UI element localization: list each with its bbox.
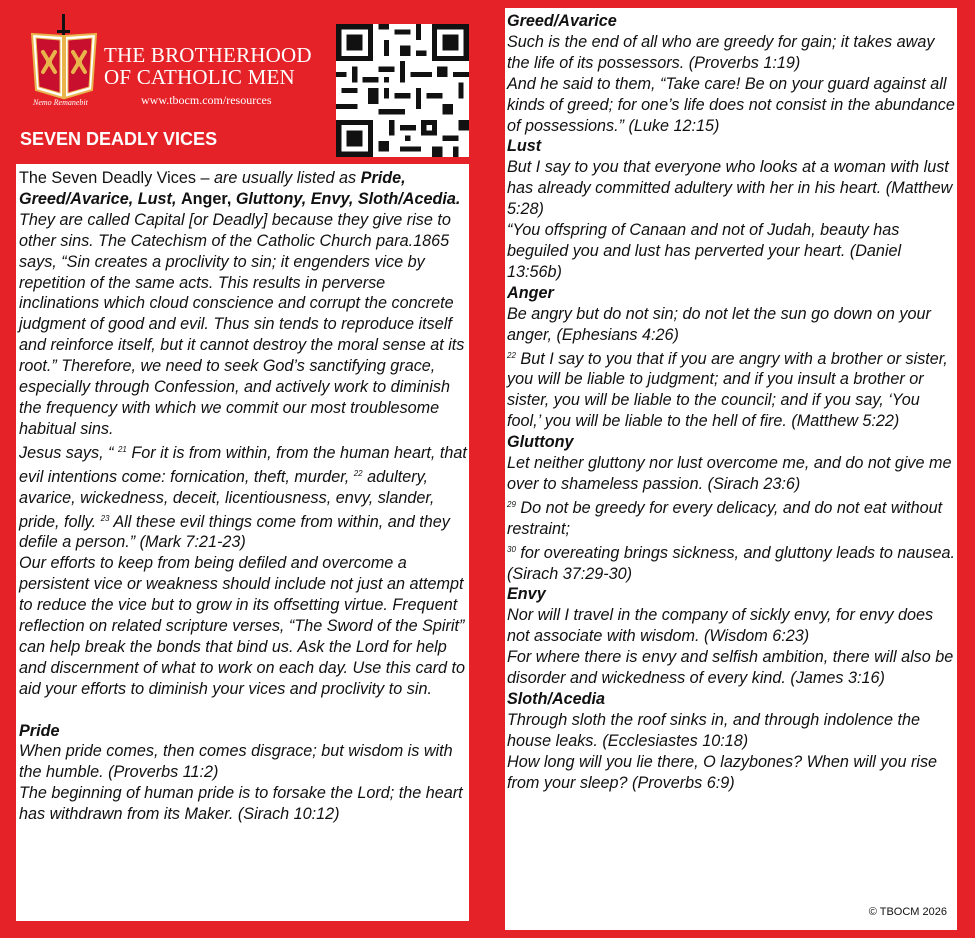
copyright-notice: © TBOCM 2026 xyxy=(868,906,947,919)
qr-code[interactable] xyxy=(336,24,469,157)
vices-panel xyxy=(505,8,957,930)
envy-verse-2: For where there is envy and selfish ambition, there will also be disorder and wickedness of every kind. (James 3:16) xyxy=(507,648,954,688)
envy-verse-1: Nor will I travel in the company of sickly envy, for envy does not associate with wisdom. (Wisdom 6:23) xyxy=(507,606,934,646)
logo-motto: Nemo Remanebit xyxy=(33,98,88,107)
gluttony-verse-2-text: Do not be greedy for every delicacy, and do not eat without restraint; xyxy=(507,498,943,538)
anger-verse-2 xyxy=(507,346,957,433)
intro-listed: are usually listed as xyxy=(213,169,361,187)
verse-number: 23 xyxy=(100,513,110,523)
intro-panel xyxy=(16,164,469,921)
pride-verse-1: When pride comes, then comes disgrace; but wisdom is with the humble. (Proverbs 11:2) xyxy=(19,742,453,782)
pride-heading: Pride xyxy=(19,721,60,740)
brand-line-2: OF CATHOLIC MEN xyxy=(104,65,295,89)
vice-list-a: Pride, Greed/Avarice, Lust, xyxy=(19,169,406,208)
sloth-verse-2: How long will you lie there, O lazybones? When will you rise from your sleep? (Proverbs 6:9) xyxy=(507,752,938,792)
mark-quote-a: Jesus says, “ xyxy=(19,443,118,462)
lust-verse-2: “You offspring of Canaan and not of Judah, beauty has beguiled you and lust has perverted your heart. (Daniel 13:56b) xyxy=(507,221,902,281)
spacer xyxy=(19,700,469,721)
gluttony-verse-3-text: for overeating brings sickness, and gluttony leads to nausea. (Sirach 37:29-30) xyxy=(507,543,956,583)
pride-verse-2: The beginning of human pride is to forsake the Lord; the heart has withdrawn from its Maker. (Sirach 10:12) xyxy=(19,784,463,824)
gluttony-heading: Gluttony xyxy=(507,433,574,452)
anger-verse-1: Be angry but do not sin; do not let the sun go down on your anger, (Ephesians 4:26) xyxy=(507,304,931,344)
gluttony-verse-1: Let neither gluttony nor lust overcome me, and do not give me over to shameless passion. (Sirach 23:6) xyxy=(507,454,952,493)
mark-quote-d: All these evil things come from within, and they defile a person.” (Mark 7:21-23) xyxy=(19,512,450,552)
greed-heading: Greed/Avarice xyxy=(507,12,617,30)
greed-verse-2: And he said to them, “Take care! Be on your guard against all kinds of greed; for one’s life does not consist in the abundance of possessions.” (Luke 12:15) xyxy=(507,74,955,135)
sloth-verse-1: Through sloth the roof sinks in, and through indolence the house leaks. (Ecclesiastes 10:18) xyxy=(507,710,921,750)
anger-verse-2-text: But I say to you that if you are angry with a brother or sister, you will be liable to judgment; and if you insult a brother or sister, you will be liable to the council; and if you say, ‘You fool,’ you will be liable to the hell of fire. (Matthew 5:22) xyxy=(507,349,948,431)
efforts-paragraph: Our efforts to keep from being defiled and overcome a persistent vice or weakness should include not just an attempt to reduce the vice but to grow in its offsetting virtue. Frequent reflection on related scripture verses, “The Sword of the Spirit” can help break the bonds that bind us. Ask the Lord for help and discernment of what to work on each day. Use this card to aid your efforts to diminish your vices and proclivity to sin. xyxy=(19,554,465,698)
verse-number: 21 xyxy=(117,444,127,454)
resources-url[interactable]: www.tbocm.com/resources xyxy=(141,93,272,107)
vice-list-b: Gluttony, Envy, Sloth/Acedia. xyxy=(235,189,461,208)
intro-lead: The Seven Deadly Vices – xyxy=(19,169,214,187)
intro-paragraph xyxy=(19,168,469,440)
verse-number: 22 xyxy=(507,350,516,360)
gluttony-verse-3 xyxy=(507,540,957,585)
envy-heading: Envy xyxy=(507,585,546,604)
vice-list-anger: Anger, xyxy=(180,189,236,208)
verse-number: 29 xyxy=(507,499,516,509)
intro-catechism: They are called Capital [or Deadly] because they give rise to other sins. The Catechism of the Catholic Church para.1865 says, “Sin creates a proclivity to sin; it engenders vice by repetition of the same acts. This results in perverse inclinations which cloud conscience and corrupt the concrete judgment of good and evil. Thus sin tends to reproduce itself and reinforce itself, but it cannot destroy the moral sense at its root.” Therefore, we need to seek God’s sanctifying grace, especially through Confession, and actively work to diminish the frequency with which we commit our most troublesome habitual sins. xyxy=(19,210,465,438)
brand-name xyxy=(104,44,312,88)
lust-heading: Lust xyxy=(507,137,542,156)
mark-quote xyxy=(19,440,469,554)
page-title: SEVEN DEADLY VICES xyxy=(20,129,218,149)
brotherhood-shield-logo xyxy=(26,14,104,106)
mark-quote-b: For it is from within, from the human heart, that evil intentions come: fornication, theft, murder, xyxy=(19,443,467,486)
anger-heading: Anger xyxy=(507,283,554,302)
verse-number: 30 xyxy=(507,544,516,554)
verse-number: 22 xyxy=(353,468,363,478)
gluttony-verse-2 xyxy=(507,495,957,540)
lust-verse-1: But I say to you that everyone who looks at a woman with lust has already committed adultery with her in his heart. (Matthew 5:28) xyxy=(507,158,953,219)
brand-line-1: THE BROTHERHOOD xyxy=(104,43,312,67)
sloth-heading: Sloth/Acedia xyxy=(507,690,606,708)
greed-verse-1: Such is the end of all who are greedy for gain; it takes away the life of its possessors. (Proverbs 1:19) xyxy=(507,32,935,72)
mark-quote-c: adultery, avarice, wickedness, deceit, licentiousness, envy, slander, pride, folly. xyxy=(19,467,435,531)
